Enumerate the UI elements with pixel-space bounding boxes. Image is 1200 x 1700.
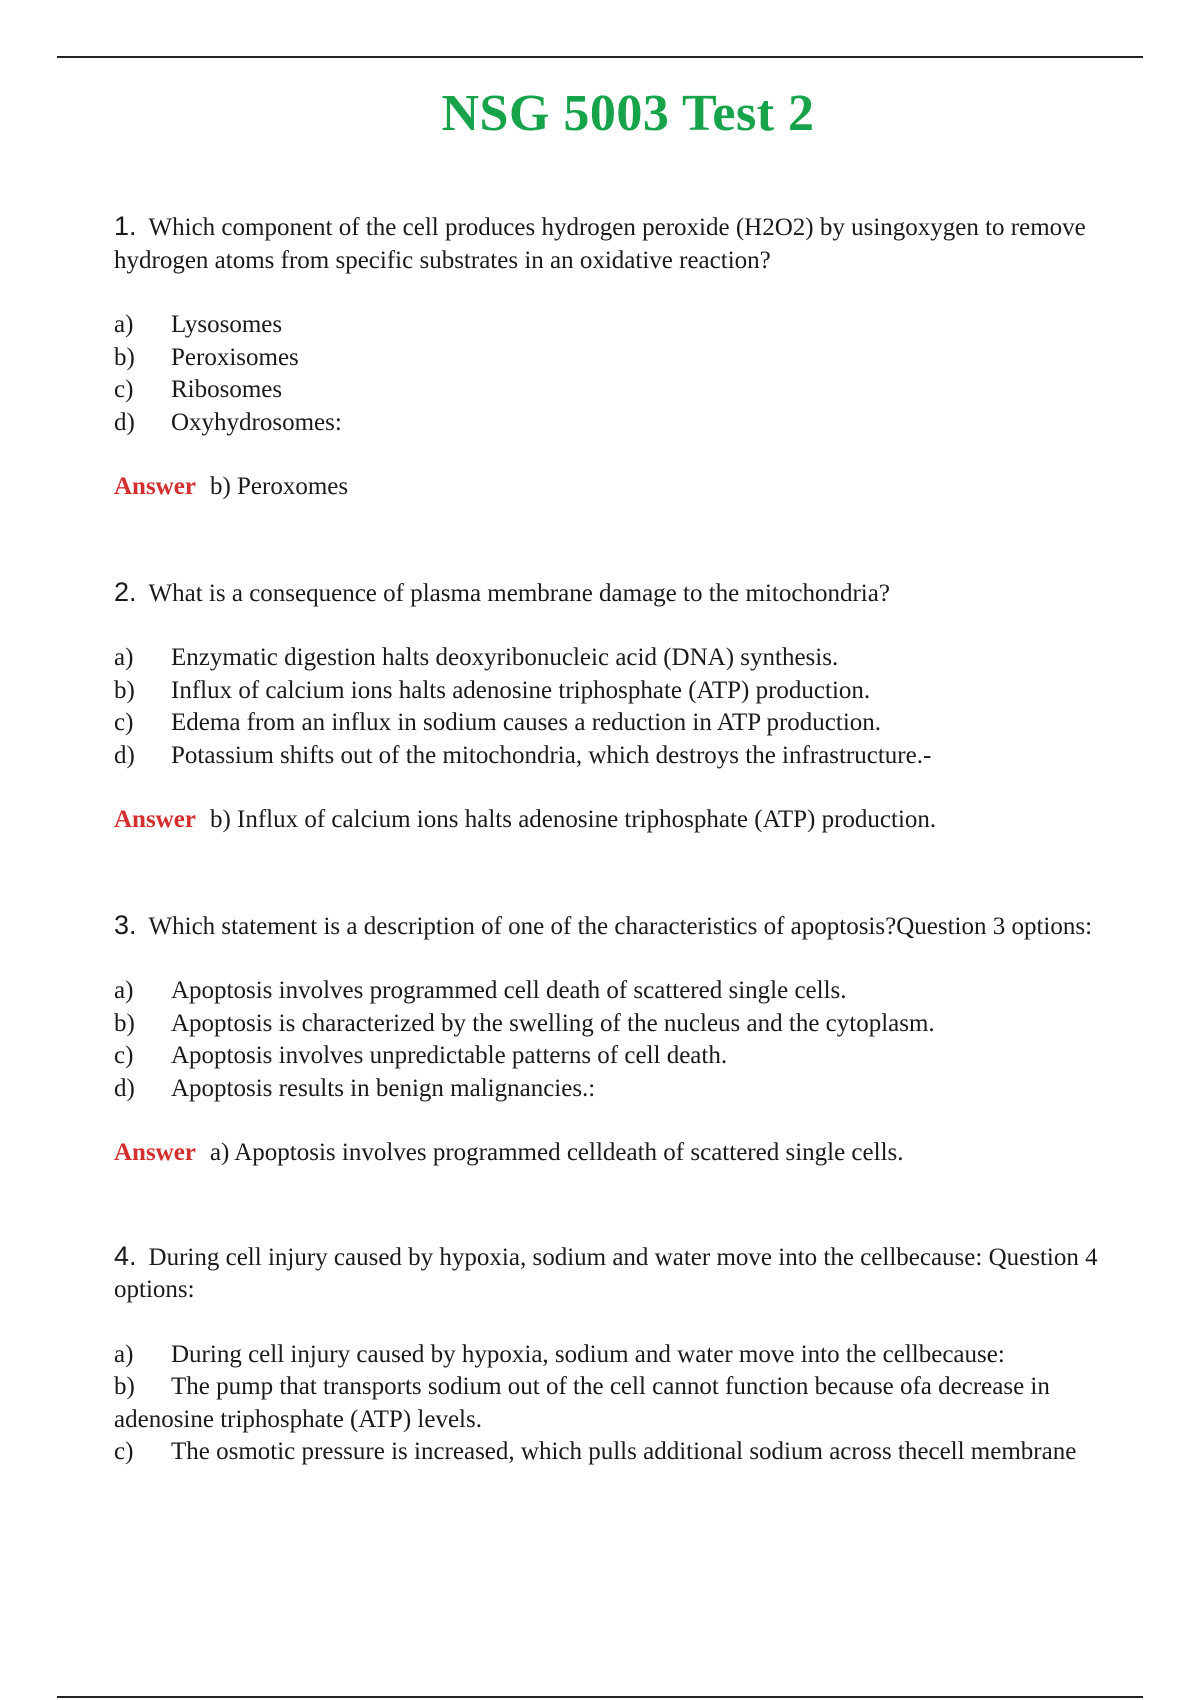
option-text: Lysosomes bbox=[171, 311, 283, 338]
question-body: During cell injury caused by hypoxia, sodium and water move into the cellbecause: Question 4 options: bbox=[114, 1243, 1098, 1303]
option-letter: b) bbox=[114, 343, 135, 371]
option-text: Apoptosis involves programmed cell death of scattered single cells. bbox=[171, 977, 847, 1004]
answer-line bbox=[114, 804, 1134, 837]
answer-line bbox=[114, 1137, 1134, 1170]
question-3 bbox=[114, 909, 1134, 1170]
option-text: The osmotic pressure is increased, which pulls additional sodium across thecell membrane bbox=[171, 1438, 1077, 1465]
option-c bbox=[114, 707, 1134, 740]
option-a bbox=[114, 975, 1134, 1008]
option-text: Apoptosis is characterized by the swelling of the nucleus and the cytoplasm. bbox=[171, 1009, 935, 1037]
option-text: Potassium shifts out of the mitochondria, which destroys the infrastructure.- bbox=[171, 741, 932, 769]
option-c bbox=[114, 374, 1134, 407]
option-b bbox=[114, 1371, 1134, 1436]
question-2 bbox=[114, 576, 1134, 837]
option-letter: d) bbox=[114, 408, 135, 436]
option-letter: d) bbox=[114, 1074, 135, 1102]
question-text bbox=[114, 576, 1134, 611]
question-text bbox=[114, 210, 1134, 277]
option-text: During cell injury caused by hypoxia, sodium and water move into the cellbecause: bbox=[171, 1340, 1005, 1368]
question-text bbox=[114, 1240, 1134, 1307]
option-letter: c) bbox=[114, 376, 134, 403]
options-list bbox=[114, 1339, 1134, 1469]
option-c bbox=[114, 1040, 1134, 1073]
document-body bbox=[114, 210, 1134, 1537]
question-number: 2. bbox=[114, 576, 137, 607]
options-list bbox=[114, 975, 1134, 1105]
option-text: Peroxisomes bbox=[171, 343, 299, 371]
option-text: Apoptosis results in benign malignancies.: bbox=[171, 1074, 596, 1102]
option-a bbox=[114, 309, 1134, 342]
top-rule bbox=[57, 56, 1143, 58]
option-letter: c) bbox=[114, 709, 134, 736]
question-body: Which component of the cell produces hydrogen peroxide (H2O2) by usingoxygen to remove hydrogen atoms from specific substrates in an oxidative reaction? bbox=[114, 214, 1086, 274]
question-1 bbox=[114, 210, 1134, 504]
option-text: Enzymatic digestion halts deoxyribonucleic acid (DNA) synthesis. bbox=[171, 644, 839, 671]
answer-text: b) Influx of calcium ions halts adenosine triphosphate (ATP) production. bbox=[209, 806, 937, 833]
option-letter: b) bbox=[114, 1373, 135, 1400]
answer-label: Answer bbox=[114, 473, 196, 500]
option-d bbox=[114, 740, 1134, 773]
option-b bbox=[114, 342, 1134, 375]
answer-line bbox=[114, 471, 1134, 504]
option-d bbox=[114, 1073, 1134, 1106]
option-text: Apoptosis involves unpredictable patterns of cell death. bbox=[171, 1042, 728, 1069]
option-c bbox=[114, 1436, 1134, 1469]
option-text: Edema from an influx in sodium causes a reduction in ATP production. bbox=[171, 709, 882, 736]
option-letter: a) bbox=[114, 977, 134, 1004]
option-text: Influx of calcium ions halts adenosine triphosphate (ATP) production. bbox=[171, 676, 871, 704]
option-text: The pump that transports sodium out of the cell cannot function because ofa decrease in adenosine triphosphate (ATP) levels. bbox=[114, 1373, 1050, 1433]
option-text: Ribosomes bbox=[171, 376, 283, 403]
question-number: 3. bbox=[114, 909, 137, 940]
option-b bbox=[114, 1008, 1134, 1041]
option-letter: b) bbox=[114, 676, 135, 704]
question-number: 4. bbox=[114, 1240, 137, 1271]
option-d bbox=[114, 407, 1134, 440]
page-title: NSG 5003 Test 2 bbox=[441, 85, 815, 142]
option-letter: c) bbox=[114, 1042, 134, 1069]
question-number: 1. bbox=[114, 211, 137, 241]
option-b bbox=[114, 675, 1134, 708]
options-list bbox=[114, 642, 1134, 772]
option-letter: a) bbox=[114, 1340, 134, 1368]
question-4 bbox=[114, 1240, 1134, 1469]
question-body: What is a consequence of plasma membrane damage to the mitochondria? bbox=[148, 579, 890, 607]
option-letter: a) bbox=[114, 311, 134, 338]
question-text bbox=[114, 909, 1134, 944]
option-a bbox=[114, 1339, 1134, 1372]
answer-label: Answer bbox=[114, 1139, 196, 1166]
option-a bbox=[114, 642, 1134, 675]
option-letter: d) bbox=[114, 741, 135, 769]
bottom-rule bbox=[57, 1696, 1143, 1698]
answer-text: b) Peroxomes bbox=[209, 473, 349, 500]
option-letter: a) bbox=[114, 644, 134, 671]
question-body: Which statement is a description of one of the characteristics of apoptosis?Question 3 options: bbox=[148, 912, 1093, 940]
options-list bbox=[114, 309, 1134, 439]
answer-text: a) Apoptosis involves programmed celldeath of scattered single cells. bbox=[209, 1139, 904, 1166]
option-letter: b) bbox=[114, 1009, 135, 1037]
option-letter: c) bbox=[114, 1438, 134, 1465]
option-text: Oxyhydrosomes: bbox=[171, 408, 342, 436]
answer-label: Answer bbox=[114, 806, 196, 833]
